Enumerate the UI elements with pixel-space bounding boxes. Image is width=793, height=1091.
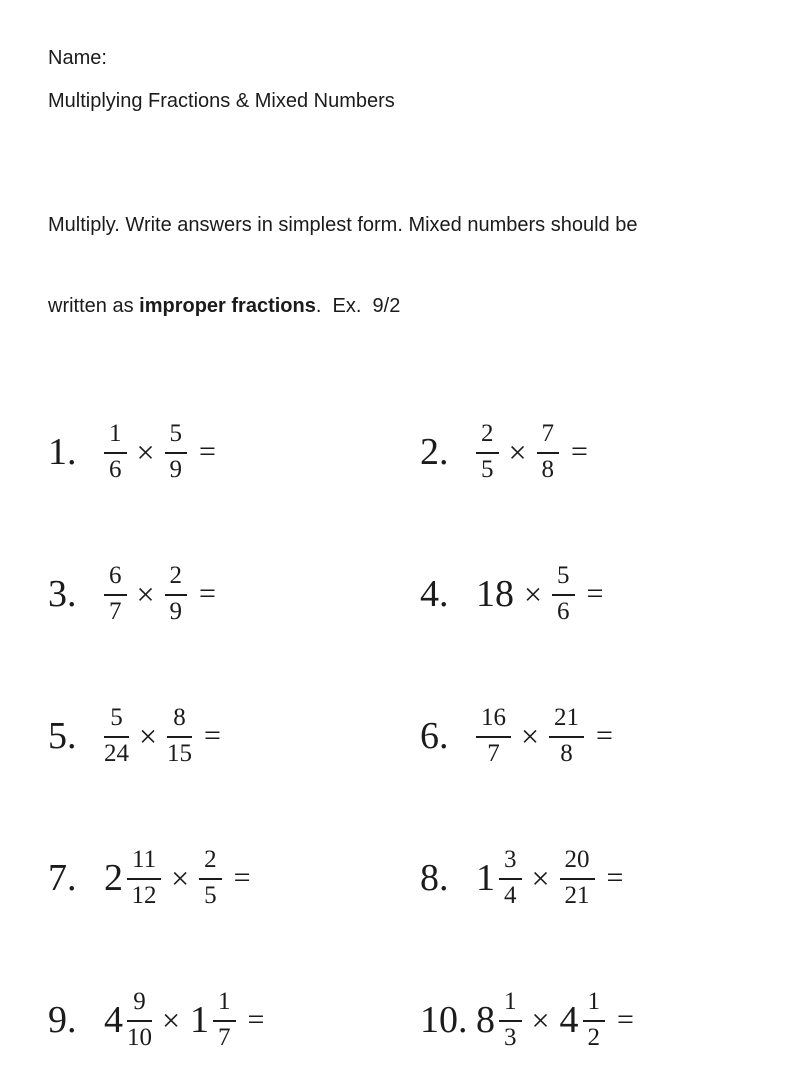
fraction-denominator: 7 bbox=[218, 1023, 231, 1051]
multiply-sign: × bbox=[524, 576, 543, 612]
fraction bbox=[127, 847, 161, 909]
fraction bbox=[165, 421, 188, 483]
fraction-denominator: 4 bbox=[504, 881, 517, 909]
fraction bbox=[499, 847, 522, 909]
fraction bbox=[104, 705, 129, 767]
fraction-numerator: 5 bbox=[552, 563, 575, 595]
problem-number: 1. bbox=[48, 431, 77, 473]
fraction-numerator: 7 bbox=[537, 421, 560, 453]
fraction-numerator: 9 bbox=[127, 989, 152, 1021]
problem-row bbox=[48, 563, 420, 625]
fraction-numerator: 21 bbox=[549, 705, 584, 737]
problem-expression bbox=[104, 563, 216, 625]
fraction-numerator: 2 bbox=[476, 421, 499, 453]
equals-sign: = bbox=[617, 1003, 634, 1036]
whole-number: 8 bbox=[476, 999, 495, 1041]
problem-expression bbox=[104, 989, 264, 1051]
problem-expression bbox=[104, 421, 216, 483]
fraction-numerator: 6 bbox=[104, 563, 127, 595]
problem-expression bbox=[476, 421, 588, 483]
fraction-numerator: 1 bbox=[104, 421, 127, 453]
fraction bbox=[104, 421, 127, 483]
instructions-line1: Multiply. Write answers in simplest form. Mixed numbers should be bbox=[48, 214, 638, 236]
name-label: Name: bbox=[48, 47, 107, 69]
problem-row bbox=[420, 563, 763, 625]
fraction-denominator: 8 bbox=[541, 455, 555, 483]
problem-row bbox=[48, 989, 420, 1051]
problem-number: 9. bbox=[48, 999, 77, 1041]
instructions-line2-pre: written as bbox=[48, 295, 140, 317]
equals-sign: = bbox=[199, 577, 216, 610]
fraction-denominator: 3 bbox=[504, 1023, 517, 1051]
fraction bbox=[165, 563, 188, 625]
problem-number: 7. bbox=[48, 857, 77, 899]
multiply-sign: × bbox=[136, 576, 155, 612]
equals-sign: = bbox=[606, 861, 624, 894]
problem-expression bbox=[476, 705, 613, 767]
fraction bbox=[499, 989, 522, 1051]
fraction-numerator: 8 bbox=[167, 705, 192, 737]
fraction bbox=[213, 989, 236, 1051]
problem-number: 6. bbox=[420, 715, 449, 757]
equals-sign: = bbox=[199, 435, 216, 468]
fraction-denominator: 12 bbox=[131, 881, 157, 909]
equals-sign: = bbox=[204, 719, 221, 752]
equals-sign: = bbox=[247, 1003, 265, 1036]
instructions-line2-bold: improper fractions bbox=[139, 295, 316, 317]
fraction-denominator: 6 bbox=[109, 455, 122, 483]
multiply-sign: × bbox=[171, 860, 190, 896]
problem-expression bbox=[104, 705, 221, 767]
multiply-sign: × bbox=[508, 434, 527, 470]
whole-number: 2 bbox=[104, 857, 123, 899]
problem-expression bbox=[104, 847, 251, 909]
problem-number: 8. bbox=[420, 857, 449, 899]
problems-grid bbox=[48, 381, 763, 1091]
problem-row bbox=[48, 847, 420, 909]
fraction-numerator: 16 bbox=[476, 705, 511, 737]
problem-row bbox=[420, 847, 763, 909]
fraction-denominator: 9 bbox=[169, 455, 183, 483]
fraction-denominator: 5 bbox=[481, 455, 494, 483]
problem-expression bbox=[476, 563, 603, 625]
problem-expression bbox=[476, 847, 623, 909]
fraction-denominator: 5 bbox=[204, 881, 217, 909]
fraction-denominator: 9 bbox=[169, 597, 183, 625]
fraction-denominator: 8 bbox=[560, 739, 573, 767]
problem-row bbox=[420, 421, 763, 483]
problem-number: 5. bbox=[48, 715, 77, 757]
fraction bbox=[537, 421, 560, 483]
whole-number: 1 bbox=[190, 999, 210, 1041]
equals-sign: = bbox=[233, 861, 251, 894]
fraction-denominator: 6 bbox=[557, 597, 570, 625]
equals-sign: = bbox=[571, 435, 588, 468]
fraction bbox=[552, 563, 575, 625]
fraction bbox=[167, 705, 192, 767]
instructions-line2-post: . Ex. 9/2 bbox=[315, 295, 401, 317]
problem-number: 2. bbox=[420, 431, 449, 473]
instructions bbox=[48, 158, 708, 374]
multiply-sign: × bbox=[531, 1002, 550, 1038]
problem-row bbox=[420, 705, 763, 767]
fraction bbox=[104, 563, 127, 625]
multiply-sign: × bbox=[521, 718, 540, 754]
equals-sign: = bbox=[586, 577, 604, 610]
fraction-denominator: 10 bbox=[127, 1023, 152, 1051]
fraction-numerator: 11 bbox=[127, 847, 161, 879]
fraction-numerator: 2 bbox=[199, 847, 222, 879]
fraction bbox=[476, 421, 499, 483]
fraction-numerator: 20 bbox=[560, 847, 595, 879]
fraction-denominator: 15 bbox=[167, 739, 193, 767]
problem-row bbox=[48, 705, 420, 767]
problem-number: 10. bbox=[420, 999, 468, 1041]
fraction-denominator: 24 bbox=[104, 739, 129, 767]
fraction bbox=[560, 847, 595, 909]
multiply-sign: × bbox=[139, 718, 158, 754]
problem-row bbox=[48, 421, 420, 483]
fraction bbox=[127, 989, 152, 1051]
fraction-denominator: 7 bbox=[109, 597, 122, 625]
fraction-numerator: 5 bbox=[104, 705, 129, 737]
multiply-sign: × bbox=[531, 860, 550, 896]
whole-number: 1 bbox=[476, 857, 495, 899]
fraction-numerator: 5 bbox=[165, 421, 188, 453]
problem-number: 3. bbox=[48, 573, 77, 615]
fraction-denominator: 2 bbox=[587, 1023, 601, 1051]
problem-expression bbox=[476, 989, 634, 1051]
whole-number: 4 bbox=[104, 999, 123, 1041]
fraction-numerator: 1 bbox=[583, 989, 606, 1021]
fraction bbox=[476, 705, 511, 767]
fraction-denominator: 21 bbox=[564, 881, 590, 909]
multiply-sign: × bbox=[136, 434, 155, 470]
fraction-numerator: 1 bbox=[499, 989, 522, 1021]
problem-row bbox=[420, 989, 763, 1051]
problem-number: 4. bbox=[420, 573, 449, 615]
equals-sign: = bbox=[596, 719, 613, 752]
fraction bbox=[549, 705, 584, 767]
fraction-numerator: 2 bbox=[165, 563, 188, 595]
fraction bbox=[583, 989, 606, 1051]
fraction-numerator: 1 bbox=[213, 989, 236, 1021]
fraction-denominator: 7 bbox=[487, 739, 500, 767]
worksheet-title: Multiplying Fractions & Mixed Numbers bbox=[48, 90, 395, 112]
whole-number: 4 bbox=[559, 999, 579, 1041]
multiply-sign: × bbox=[162, 1002, 181, 1038]
whole-number: 18 bbox=[476, 573, 514, 615]
fraction bbox=[199, 847, 222, 909]
fraction-numerator: 3 bbox=[499, 847, 522, 879]
instructions-line2 bbox=[48, 293, 708, 320]
